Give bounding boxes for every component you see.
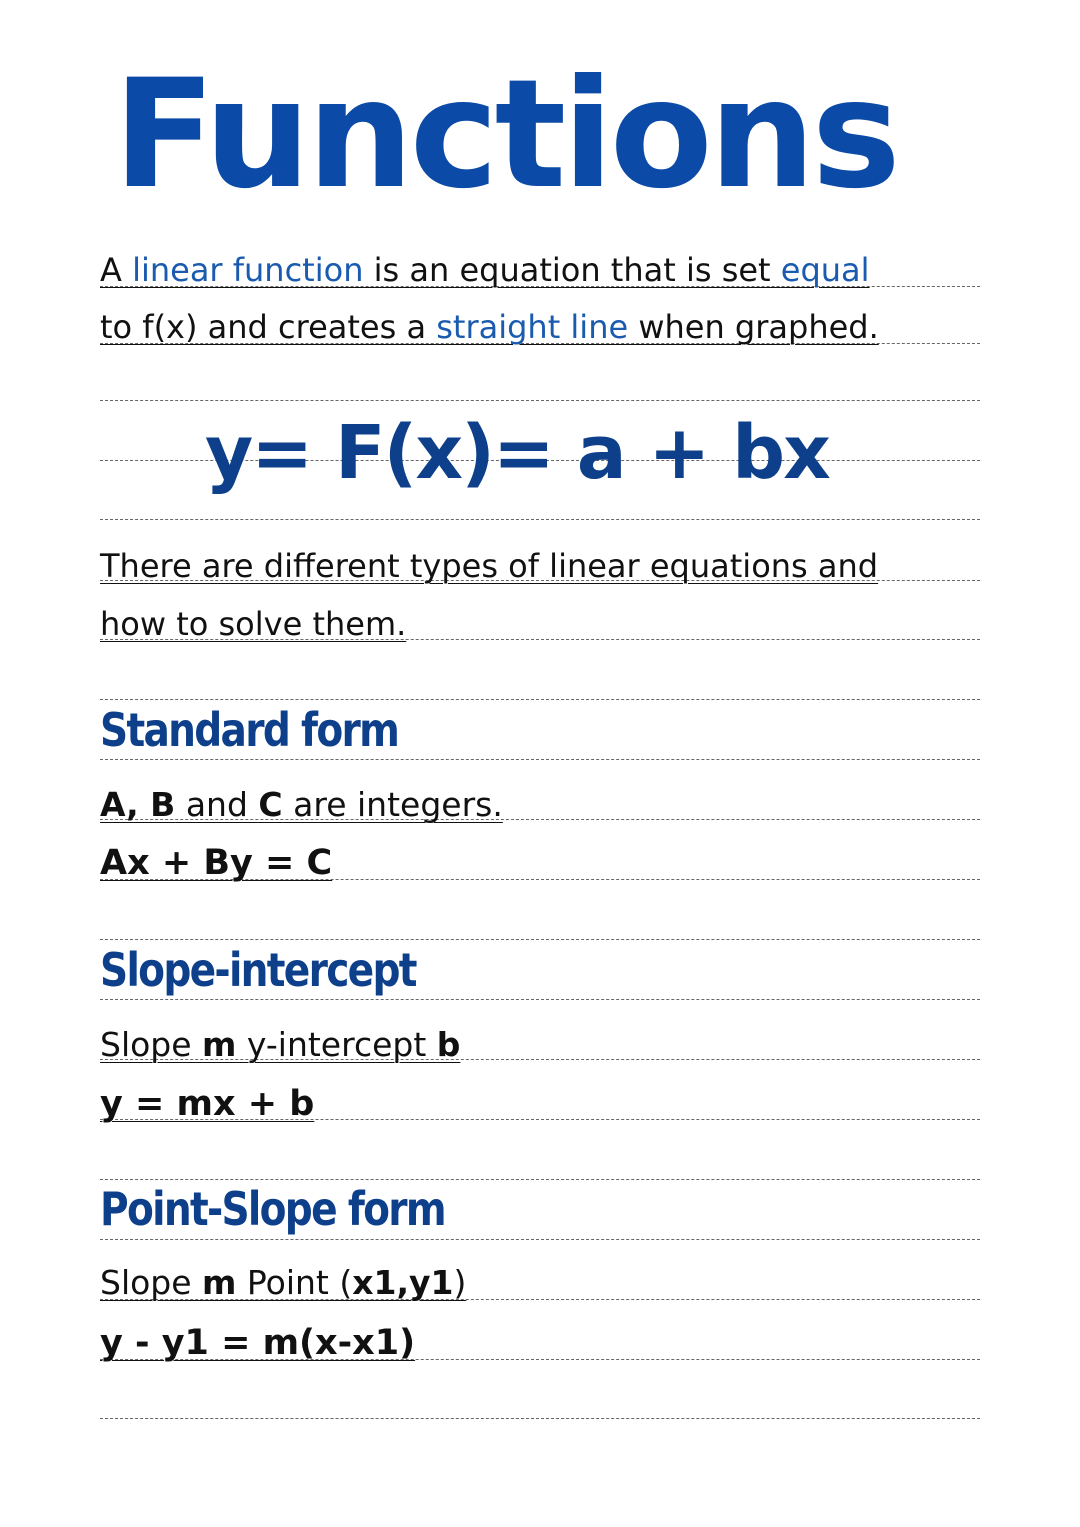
text: are integers. — [282, 785, 503, 824]
slope-intercept-description — [100, 1025, 461, 1064]
slope-intercept-equation: y = mx + b — [100, 1084, 315, 1124]
equal-link: equal — [780, 251, 870, 289]
ruled-line — [100, 699, 980, 700]
ruled-line — [100, 1179, 980, 1180]
text: Point ( — [236, 1263, 353, 1302]
term: x1,y1 — [352, 1263, 454, 1302]
ruled-line — [100, 400, 980, 401]
ruled-line — [100, 759, 980, 760]
text: y-intercept — [236, 1025, 437, 1064]
intro-line-2 — [100, 308, 879, 346]
standard-form-equation: Ax + By = C — [100, 843, 333, 883]
main-formula: y= F(x)= a + bx — [205, 410, 829, 496]
types-line-2: how to solve them. — [100, 605, 407, 643]
text: ) — [453, 1263, 467, 1302]
page-title: Functions — [113, 48, 897, 222]
ruled-line — [100, 1239, 980, 1240]
slope-intercept-heading: Slope-intercept — [100, 943, 416, 997]
ruled-line — [100, 939, 980, 940]
intro-line-1 — [100, 251, 870, 289]
text: and — [175, 785, 259, 824]
point-slope-equation: y - y1 = m(x-x1) — [100, 1323, 416, 1363]
intro-text: is an equation that is set — [363, 251, 781, 289]
standard-form-heading: Standard form — [100, 703, 399, 757]
ruled-line — [100, 519, 980, 520]
intro-text: to f(x) and creates a — [100, 308, 437, 346]
term: m — [202, 1025, 237, 1064]
standard-form-description — [100, 785, 503, 824]
term: A, B — [100, 785, 176, 824]
text: Slope — [100, 1025, 203, 1064]
ruled-line — [100, 1418, 980, 1419]
types-line-1: There are different types of linear equations and — [100, 547, 879, 585]
intro-text: when graphed. — [628, 308, 879, 346]
term: m — [202, 1263, 237, 1302]
point-slope-heading: Point-Slope form — [100, 1182, 445, 1236]
term: b — [436, 1025, 461, 1064]
point-slope-description — [100, 1263, 467, 1302]
intro-text: A — [100, 251, 133, 289]
ruled-line — [100, 999, 980, 1000]
term: C — [258, 785, 283, 824]
straight-line-link: straight line — [436, 308, 629, 346]
text: Slope — [100, 1263, 203, 1302]
linear-function-link: linear function — [132, 251, 364, 289]
